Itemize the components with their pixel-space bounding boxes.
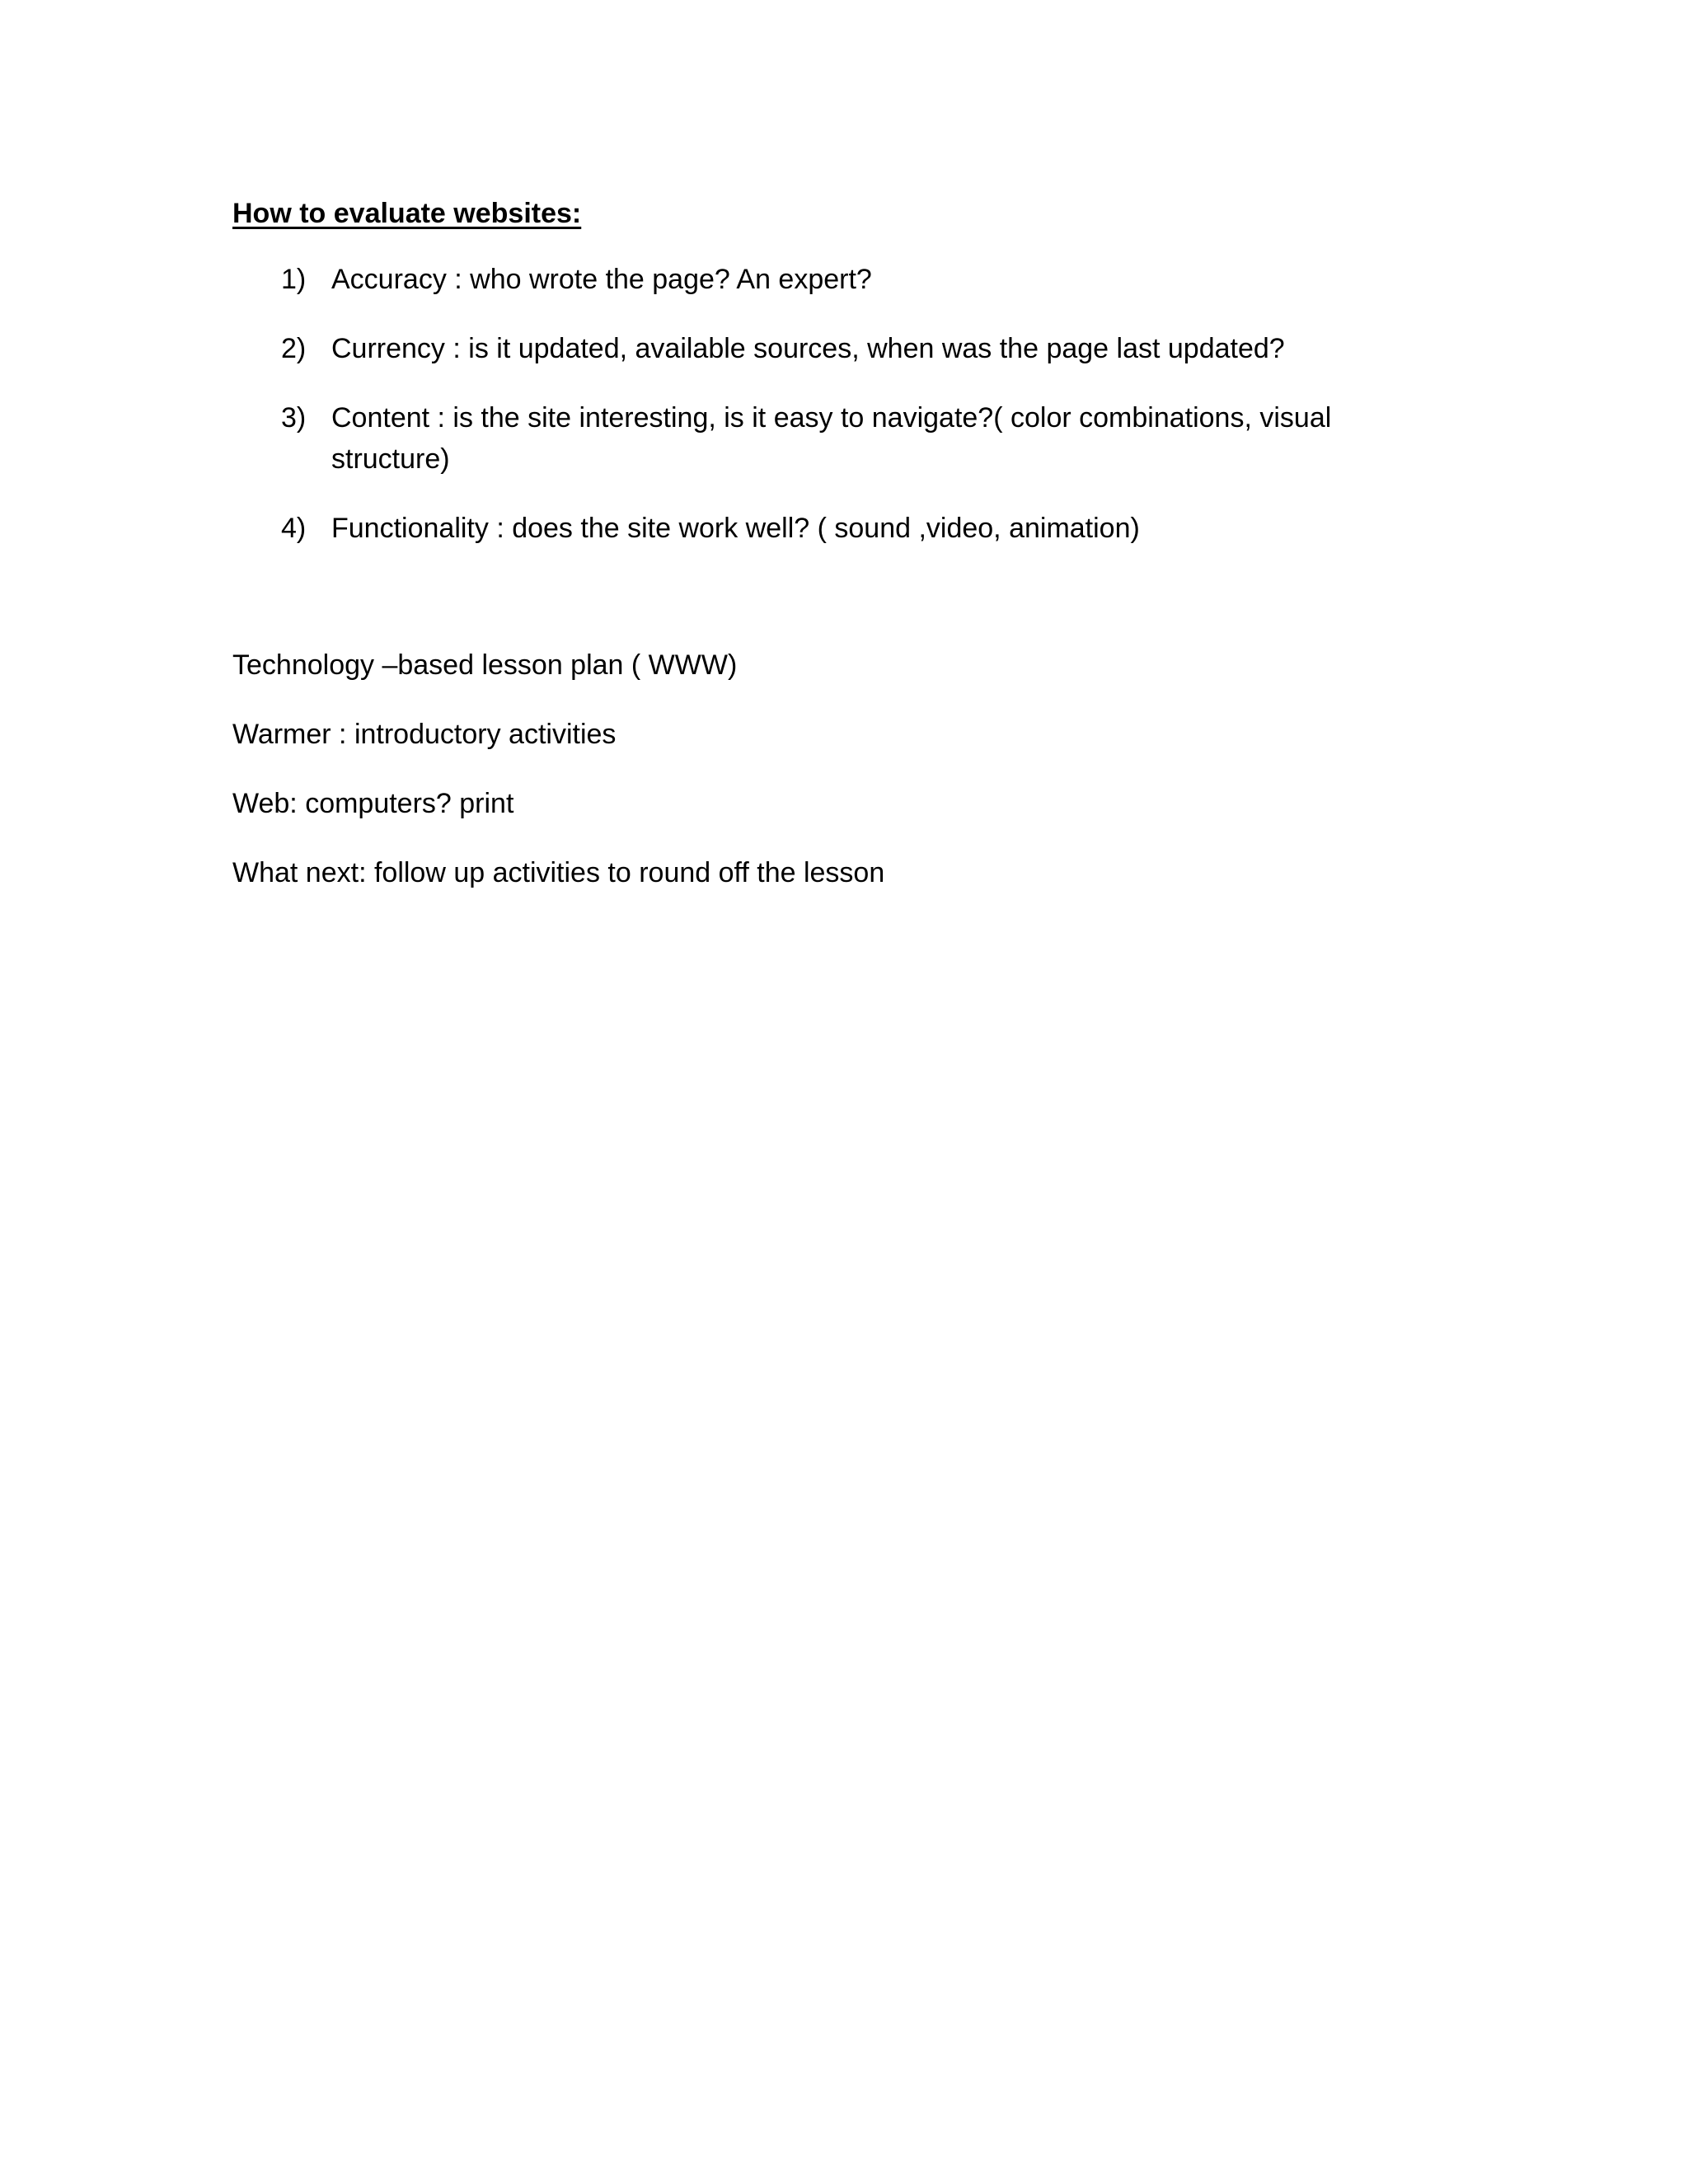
web-line: Web: computers? print <box>232 788 514 819</box>
list-item-number: 4) <box>281 513 307 544</box>
list-item-text: Currency : is it updated, available sources, when was the page last updated? <box>331 333 1285 364</box>
list-item <box>232 328 1452 369</box>
what-next-line: What next: follow up activities to round off the lesson <box>232 857 885 888</box>
warmer-line: Warmer : introductory activities <box>232 719 617 750</box>
evaluation-criteria-list <box>232 259 1469 549</box>
list-item-text: Content : is the site interesting, is it easy to navigate?( color combinations, visual structure) <box>331 402 1332 475</box>
list-item-number: 3) <box>281 402 307 434</box>
list-item-number: 1) <box>281 264 307 295</box>
list-item-text: Accuracy : who wrote the page? An expert? <box>331 264 872 295</box>
lesson-plan-title: Technology –based lesson plan ( WWW) <box>232 649 738 681</box>
list-item-text: Functionality : does the site work well? ( sound ,video, animation) <box>331 513 1140 544</box>
document-heading: How to evaluate websites: <box>232 198 582 229</box>
list-item <box>232 508 1452 549</box>
list-item <box>232 259 1452 300</box>
list-item-number: 2) <box>281 333 307 364</box>
document-body <box>232 193 1469 921</box>
section-spacer <box>232 577 1469 644</box>
list-item <box>232 397 1452 480</box>
